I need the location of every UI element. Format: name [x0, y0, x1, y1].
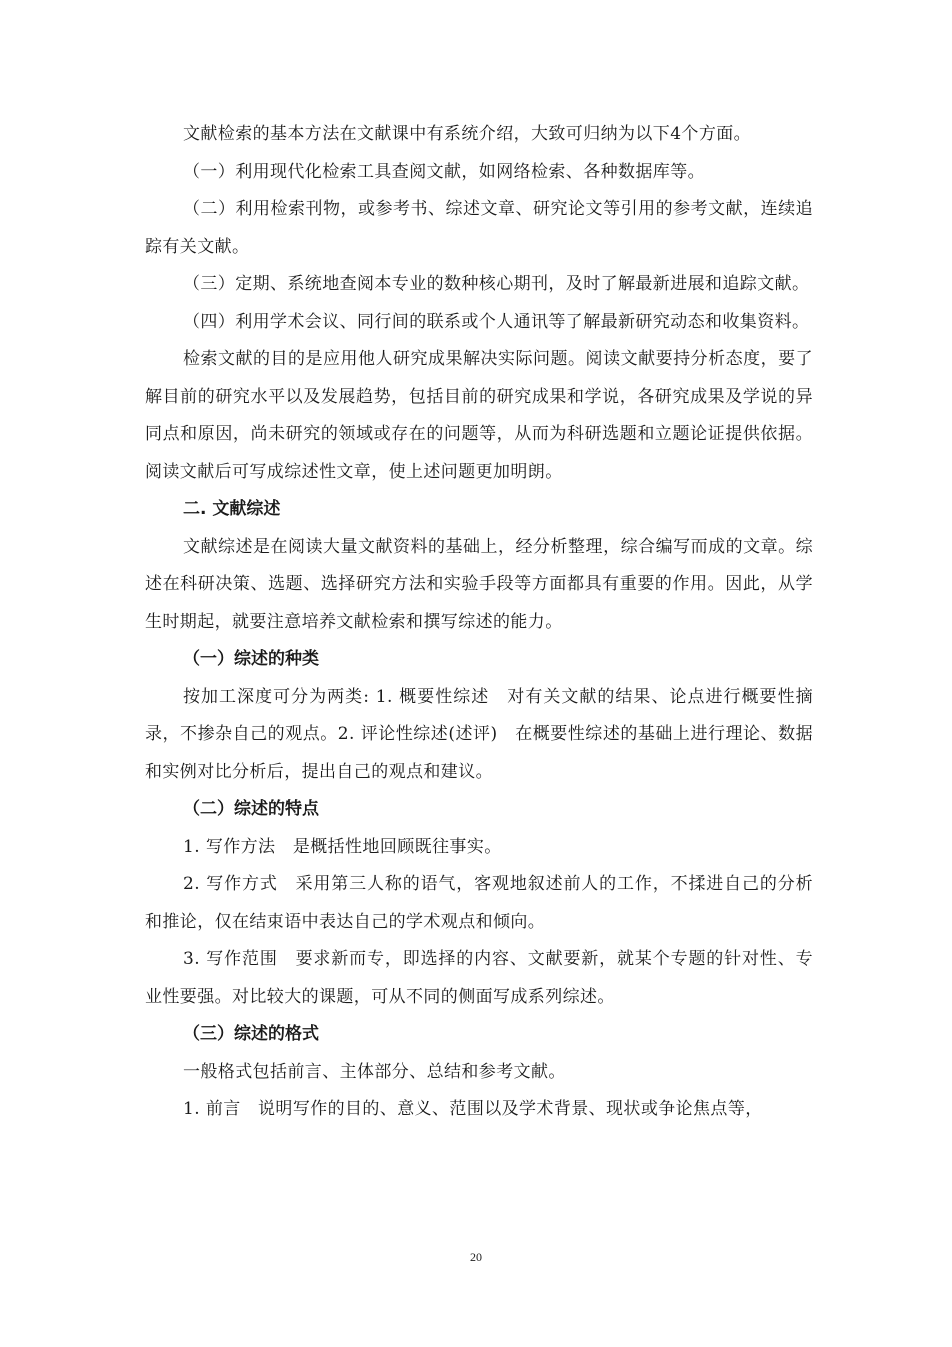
document-body	[145, 116, 813, 1129]
section-heading: 二. 文献综述	[183, 499, 281, 519]
list-item: 1. 前言 说明写作的目的、意义、范围以及学术背景、现状或争论焦点等，	[183, 1099, 763, 1119]
subsection-heading: （三）综述的格式	[183, 1024, 319, 1044]
list-item: 3. 写作范围 要求新而专，即选择的内容、文献要新，就某个专题的针对性、专业性要强。对比较大的课题，可从不同的侧面写成系列综述。	[145, 949, 813, 1007]
paragraph: （一）利用现代化检索工具查阅文献，如网络检索、各种数据库等。	[183, 161, 705, 182]
paragraph: 按加工深度可分为两类: 1. 概要性综述 对有关文献的结果、论点进行概要性摘录，不掺杂自己的观点。2. 评论性综述(述评) 在概要性综述的基础上进行理论、数据和实例对比分析后，提出自己的观点和建议。	[145, 686, 813, 782]
list-item: 2. 写作方式 采用第三人称的语气，客观地叙述前人的工作，不揉进自己的分析和推论，仅在结束语中表达自己的学术观点和倾向。	[145, 874, 813, 932]
paragraph: （三）定期、系统地查阅本专业的数种核心期刊，及时了解最新进展和追踪文献。	[183, 274, 810, 294]
paragraph: （四）利用学术会议、同行间的联系或个人通讯等了解最新研究动态和收集资料。	[183, 311, 810, 332]
subsection-heading: （一）综述的种类	[183, 649, 319, 669]
subsection-heading: （二）综述的特点	[183, 799, 319, 819]
page-number: 20	[470, 1250, 482, 1264]
paragraph: 文献综述是在阅读大量文献资料的基础上，经分析整理，综合编写而成的文章。综述在科研决策、选题、选择研究方法和实验手段等方面都具有重要的作用。因此，从学生时期起，就要注意培养文献检索和撰写综述的能力。	[145, 536, 813, 632]
paragraph: 文献检索的基本方法在文献课中有系统介绍，大致可归纳为以下4个方面。	[183, 124, 752, 144]
paragraph: （二）利用检索刊物，或参考书、综述文章、研究论文等引用的参考文献，连续追踪有关文献。	[145, 199, 813, 257]
paragraph: 一般格式包括前言、主体部分、总结和参考文献。	[183, 1061, 566, 1082]
list-item: 1. 写作方法 是概括性地回顾既往事实。	[183, 836, 502, 857]
paragraph: 检索文献的目的是应用他人研究成果解决实际问题。阅读文献要持分析态度，要了解目前的研究水平以及发展趋势，包括目前的研究成果和学说，各研究成果及学说的异同点和原因，尚未研究的领域或存在的问题等，从而为科研选题和立题论证提供依据。阅读文献后可写成综述性文章，使上述问题更加明朗。	[145, 349, 813, 482]
